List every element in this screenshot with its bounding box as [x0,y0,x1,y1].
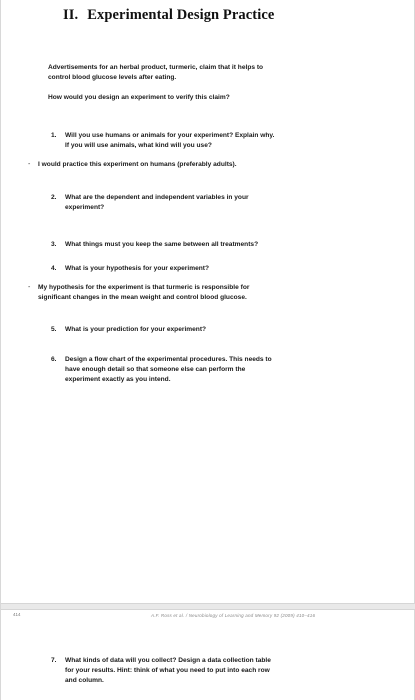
question-6-line-3: experiment exactly as you intend. [65,376,171,383]
question-7-number: 7. [51,657,57,664]
question-1-number: 1. [51,132,57,139]
question-6-line-2: have enough detail so that someone else can perform the [65,366,246,373]
question-7-line-2: for your results. Hint: think of what you need to put into each row [65,667,270,674]
answer-1-bullet: - [28,161,31,168]
section-number: II. [63,7,79,23]
answer-4-bullet: - [28,284,31,291]
page-break-divider [1,603,415,610]
question-3-line-1: What things must you keep the same between all treatments? [65,241,259,248]
question-2-number: 2. [51,194,57,201]
question-5-number: 5. [51,326,57,333]
section-heading [63,7,274,24]
section-title: Experimental Design Practice [87,7,275,23]
question-4-line-1: What is your hypothesis for your experiment? [65,265,209,272]
question-6-line-1: Design a flow chart of the experimental procedures. This needs to [65,356,272,363]
intro-question: How would you design an experiment to verify this claim? [48,94,230,101]
question-1-line-1: Will you use humans or animals for your experiment? Explain why. [65,132,275,139]
question-7-line-3: and column. [65,677,104,684]
question-7-line-1: What kinds of data will you collect? Design a data collection table [65,657,271,664]
question-5-line-1: What is your prediction for your experiment? [65,326,207,333]
question-2-line-1: What are the dependent and independent variables in your [65,194,249,201]
question-6-number: 6. [51,356,57,363]
question-2-line-2: experiment? [65,204,105,211]
page-number: 414 [13,612,21,617]
answer-4-line-1: My hypothesis for the experiment is that turmeric is responsible for [38,284,250,291]
question-3-number: 3. [51,241,57,248]
journal-citation: A.F. Ross et al. / Neurobiology of Learning and Memory 92 (2009) 410–416 [151,613,316,618]
intro-line-1: Advertisements for an herbal product, turmeric, claim that it helps to [48,64,264,71]
question-1-line-2: If you will use animals, what kind will you use? [65,142,212,149]
intro-line-2: control blood glucose levels after eating. [48,74,177,81]
answer-4-line-2: significant changes in the mean weight and control blood glucose. [38,294,247,301]
question-4-number: 4. [51,265,57,272]
answer-1-line-1: I would practice this experiment on humans (preferably adults). [38,161,237,168]
